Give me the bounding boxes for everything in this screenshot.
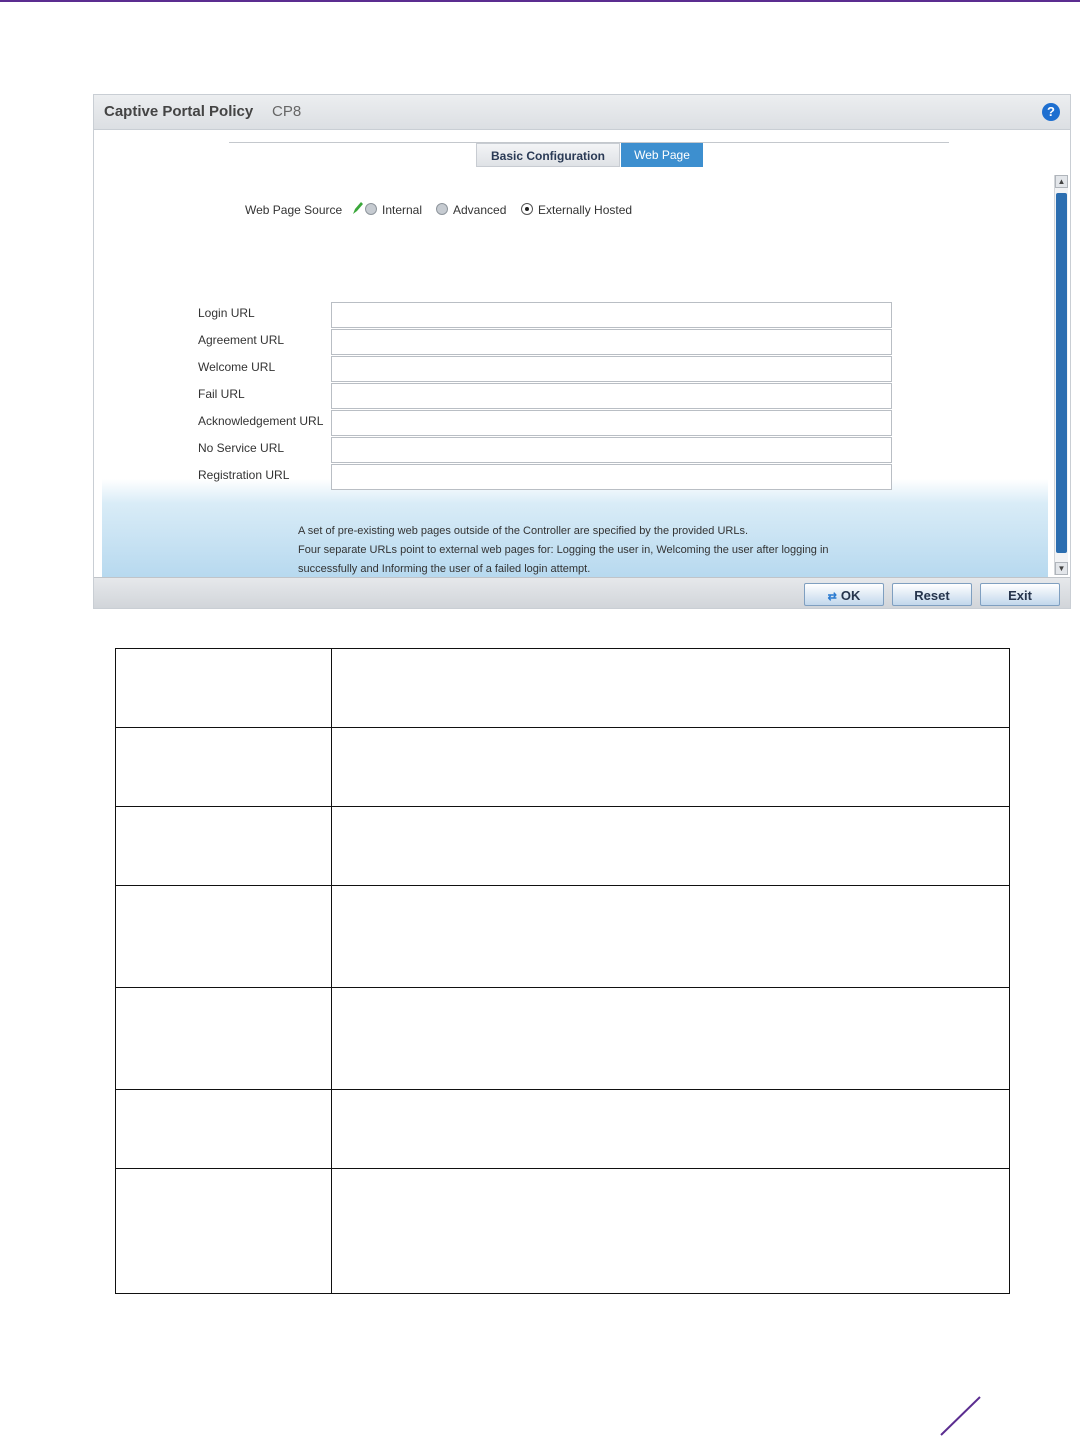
info-line: A set of pre-existing web pages outside of the Controller are specified by the provided URLs.: [298, 525, 749, 537]
table-cell: [332, 649, 1010, 728]
ok-button[interactable]: [804, 583, 884, 606]
table-cell: [116, 1169, 332, 1294]
top-accent-rule: [0, 0, 1080, 2]
radio-advanced[interactable]: [436, 203, 448, 215]
ok-button-label: OK: [840, 588, 861, 603]
table-cell: [116, 1090, 332, 1169]
registration-url-input[interactable]: [331, 464, 892, 490]
ok-arrows-icon: ⇄: [827, 591, 837, 603]
exit-button[interactable]: Exit: [980, 583, 1060, 606]
registration-url-label: Registration URL: [198, 468, 290, 482]
table-cell: [332, 807, 1010, 886]
table-cell: [116, 988, 332, 1090]
radio-internal[interactable]: [365, 203, 377, 215]
table-cell: [332, 1169, 1010, 1294]
acknowledgement-url-input[interactable]: [331, 410, 892, 436]
info-line: successfully and Informing the user of a failed login attempt.: [298, 563, 591, 575]
agreement-url-label: Agreement URL: [198, 333, 285, 347]
table-cell: [332, 728, 1010, 807]
vertical-scrollbar[interactable]: [1054, 175, 1068, 575]
no-service-url-input[interactable]: [331, 437, 892, 463]
table-cell: [116, 728, 332, 807]
welcome-url-label: Welcome URL: [198, 360, 276, 374]
table-row: [116, 988, 1010, 1090]
login-url-input[interactable]: [331, 302, 892, 328]
table-row: [116, 1090, 1010, 1169]
pencil-icon: [352, 201, 364, 215]
table-row: [116, 807, 1010, 886]
table-row: [116, 728, 1010, 807]
radio-externally-hosted[interactable]: [521, 203, 533, 215]
dialog-title: Captive Portal Policy: [104, 103, 254, 120]
table-cell: [116, 886, 332, 988]
scroll-down-arrow-icon[interactable]: ▼: [1055, 562, 1068, 575]
corner-slash-mark: [938, 1395, 982, 1437]
dialog-header: [94, 95, 1070, 130]
fail-url-label: Fail URL: [198, 387, 245, 401]
agreement-url-input[interactable]: [331, 329, 892, 355]
tab-basic-configuration[interactable]: Basic Configuration: [476, 143, 620, 167]
help-icon[interactable]: ?: [1042, 103, 1060, 121]
login-url-label: Login URL: [198, 306, 255, 320]
reset-button[interactable]: Reset: [892, 583, 972, 606]
fail-url-input[interactable]: [331, 383, 892, 409]
policy-name: CP8: [272, 103, 302, 120]
scroll-thumb[interactable]: [1056, 193, 1067, 553]
table-cell: [332, 1090, 1010, 1169]
captive-portal-policy-dialog: [93, 94, 1071, 609]
table-row: [116, 649, 1010, 728]
info-line: Four separate URLs point to external web pages for: Logging the user in, Welcoming the user after logging in: [298, 544, 829, 556]
welcome-url-input[interactable]: [331, 356, 892, 382]
radio-advanced-label: Advanced: [453, 203, 507, 217]
tab-web-page[interactable]: Web Page: [621, 143, 703, 167]
radio-internal-label: Internal: [382, 203, 423, 217]
no-service-url-label: No Service URL: [198, 441, 285, 455]
table-cell: [332, 886, 1010, 988]
radio-externally-hosted-label: Externally Hosted: [538, 203, 633, 217]
description-table: [115, 648, 1010, 1294]
table-cell: [116, 807, 332, 886]
acknowledgement-url-label: Acknowledgement URL: [198, 414, 324, 428]
table-row: [116, 1169, 1010, 1294]
scroll-up-arrow-icon[interactable]: ▲: [1055, 175, 1068, 188]
table-cell: [116, 649, 332, 728]
table-cell: [332, 988, 1010, 1090]
info-panel: [102, 479, 1048, 577]
web-page-source-label: Web Page Source: [245, 203, 343, 217]
table-row: [116, 886, 1010, 988]
